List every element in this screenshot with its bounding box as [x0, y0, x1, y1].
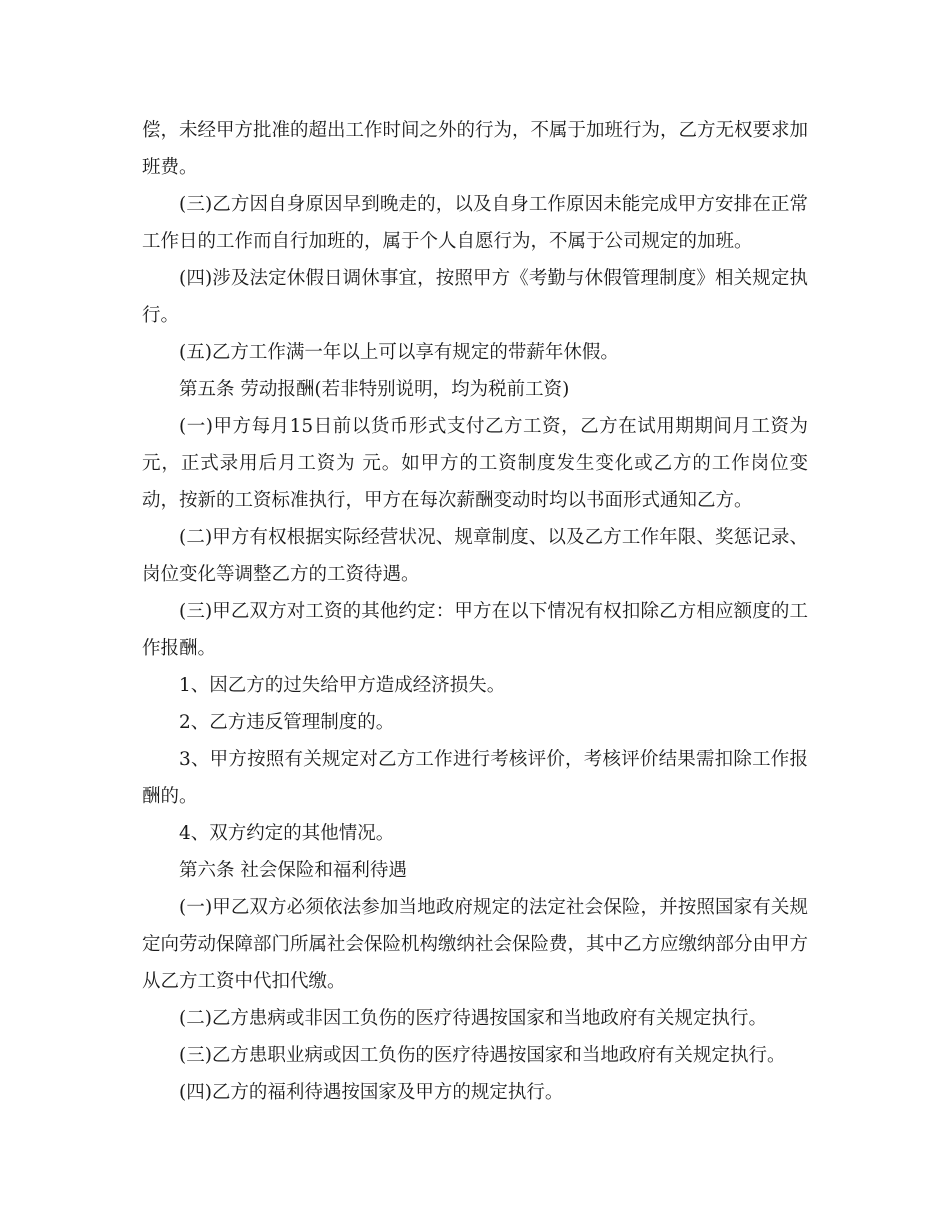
- list-item-3: 3、甲方按照有关规定对乙方工作进行考核评价，考核评价结果需扣除工作报酬的。: [142, 749, 808, 807]
- paragraph-5-3-deduction: (三)甲乙双方对工资的其他约定：甲方在以下情况有权扣除乙方相应额度的工作报酬。: [142, 601, 808, 659]
- paragraph-6-4-welfare: (四)乙方的福利待遇按国家及甲方的规定执行。: [179, 1082, 564, 1103]
- article-5-heading: 第五条 劳动报酬(若非特别说明，均为税前工资): [179, 379, 570, 400]
- article-6-heading: 第六条 社会保险和福利待遇: [179, 860, 407, 881]
- paragraph-6-2-illness: (二)乙方患病或非因工负伤的医疗待遇按国家和当地政府有关规定执行。: [179, 1008, 767, 1029]
- paragraph-6-3-injury: (三)乙方患职业病或因工负伤的医疗待遇按国家和当地政府有关规定执行。: [179, 1045, 786, 1066]
- paragraph-4-holiday: (四)涉及法定休假日调休事宜，按照甲方《考勤与休假管理制度》相关规定执行。: [142, 268, 808, 326]
- paragraph-6-1-insurance: (一)甲乙双方必须依法参加当地政府规定的法定社会保险，并按照国家有关规定向劳动保障部门所属社会保险机构缴纳社会保险费，其中乙方应缴纳部分由甲方从乙方工资中代扣代缴。: [142, 897, 809, 992]
- paragraph-5-2-adjust: (二)甲方有权根据实际经营状况、规章制度、以及乙方工作年限、奖惩记录、岗位变化等调整乙方的工资待遇。: [142, 527, 808, 585]
- paragraph-5-1-salary: (一)甲方每月15日前以货币形式支付乙方工资，乙方在试用期期间月工资为元，正式录用后月工资为 元。如甲方的工资制度发生变化或乙方的工作岗位变动，按新的工资标准执行，甲方在每次薪酬变动时均以书面形式通知乙方。: [142, 416, 808, 511]
- list-item-4: 4、双方约定的其他情况。: [179, 823, 395, 844]
- list-item-2: 2、乙方违反管理制度的。: [179, 712, 395, 733]
- paragraph-5-annual-leave: (五)乙方工作满一年以上可以享有规定的带薪年休假。: [179, 342, 619, 363]
- paragraph-3-early-late: (三)乙方因自身原因早到晚走的，以及自身工作原因未能完成甲方安排在正常工作日的工作而自行加班的，属于个人自愿行为，不属于公司规定的加班。: [142, 194, 808, 252]
- paragraph-overtime-continued: 偿，未经甲方批准的超出工作时间之外的行为，不属于加班行为，乙方无权要求加班费。: [142, 120, 809, 178]
- list-item-1: 1、因乙方的过失给甲方造成经济损失。: [179, 675, 506, 696]
